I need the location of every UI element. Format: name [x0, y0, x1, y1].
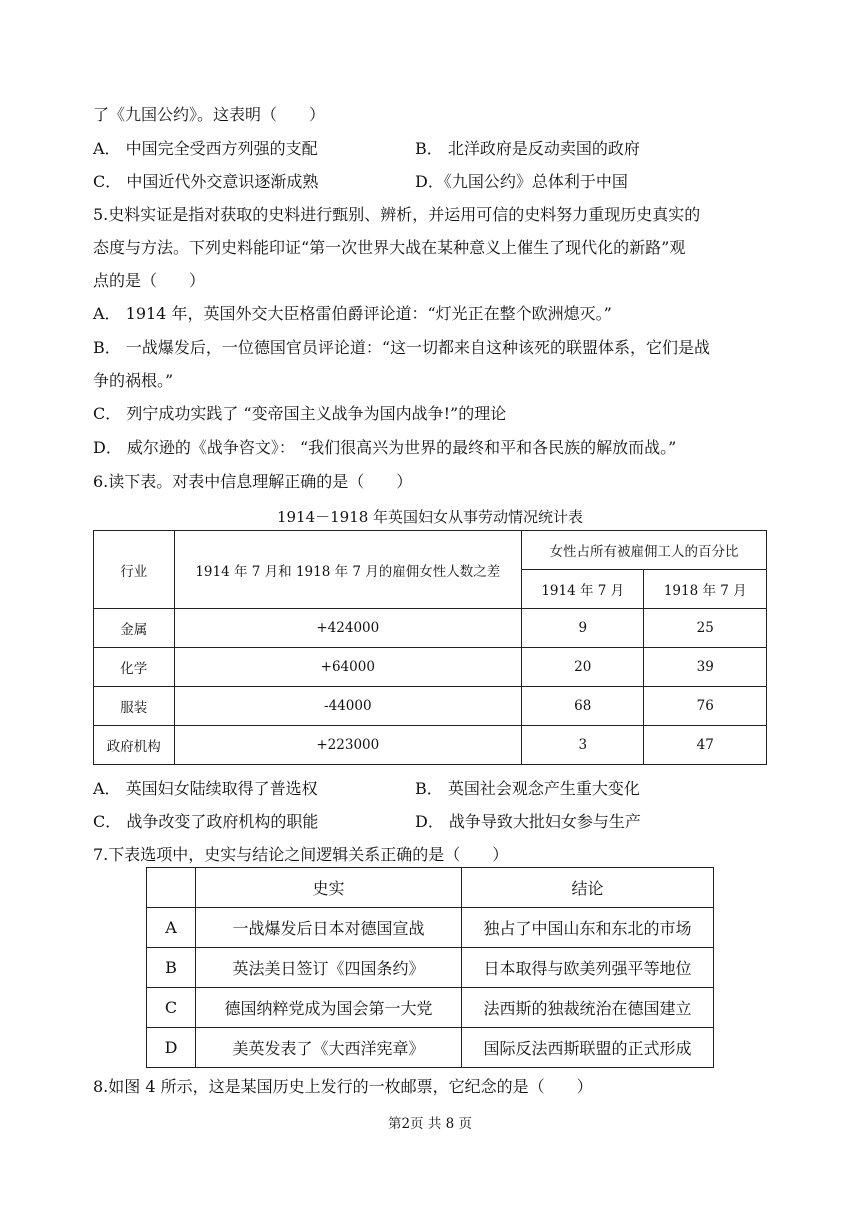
cell-difference: -44000 — [174, 687, 521, 726]
header-conclusion: 结论 — [462, 868, 714, 908]
q6-option-a: A． 英国妇女陆续取得了普选权 — [93, 779, 318, 798]
q5-option-a: A． 1914 年，英国外交大臣格雷伯爵评论道：“灯光正在整个欧洲熄灭。” — [93, 304, 612, 323]
cell-conclusion: 国际反法西斯联盟的正式形成 — [462, 1028, 714, 1068]
q5-stem-line3: 点的是（ ） — [93, 271, 206, 290]
table-row — [147, 948, 714, 988]
q5-option-b-line1: B． 一战爆发后，一位德国官员评论道：“这一切都来自这种该死的联盟体系，它们是战 — [93, 338, 711, 357]
q4-option-b: B． 北洋政府是反动卖国的政府 — [415, 139, 640, 158]
cell-industry: 服装 — [94, 687, 175, 726]
cell-conclusion: 独占了中国山东和东北的市场 — [462, 908, 714, 948]
cell-fact: 美英发表了《大西洋宪章》 — [196, 1028, 462, 1068]
cell-conclusion: 法西斯的独裁统治在德国建立 — [462, 988, 714, 1028]
q4-option-c: C． 中国近代外交意识逐渐成熟 — [93, 172, 319, 191]
table-row — [94, 687, 767, 726]
cell-1918: 47 — [644, 726, 767, 765]
cell-letter: C — [147, 988, 196, 1028]
cell-1918: 39 — [644, 648, 767, 687]
cell-1914: 3 — [521, 726, 644, 765]
q6-table-caption: 1914－1918 年英国妇女从事劳动情况统计表 — [276, 508, 584, 526]
table-row — [147, 988, 714, 1028]
cell-fact: 德国纳粹党成为国会第一大党 — [196, 988, 462, 1028]
header-fact: 史实 — [196, 868, 462, 908]
q5-option-d: D． 威尔逊的《战争咨文》： “我们很高兴为世界的最终和平和各民族的解放而战。” — [93, 438, 677, 457]
cell-letter: A — [147, 908, 196, 948]
q6-option-d: D． 战争导致大批妇女参与生产 — [415, 812, 641, 831]
cell-letter: D — [147, 1028, 196, 1068]
cell-fact: 一战爆发后日本对德国宣战 — [196, 908, 462, 948]
cell-1914: 20 — [521, 648, 644, 687]
cell-fact: 英法美日签订《四国条约》 — [196, 948, 462, 988]
q7-options-table — [146, 867, 714, 1068]
cell-difference: +424000 — [174, 609, 521, 648]
q6-option-b: B． 英国社会观念产生重大变化 — [415, 779, 640, 798]
q4-option-d: D．《九国公约》总体利于中国 — [415, 172, 628, 191]
cell-difference: +223000 — [174, 726, 521, 765]
header-difference: 1914 年 7 月和 1918 年 7 月的雇佣女性人数之差 — [174, 531, 521, 609]
table-row — [94, 609, 767, 648]
header-1914: 1914 年 7 月 — [521, 570, 644, 609]
q4-stem-tail: 了《九国公约》。这表明（ ） — [93, 105, 326, 124]
cell-conclusion: 日本取得与欧美列强平等地位 — [462, 948, 714, 988]
cell-1918: 76 — [644, 687, 767, 726]
header-percentage: 女性占所有被雇佣工人的百分比 — [521, 531, 766, 570]
table-row — [147, 1028, 714, 1068]
cell-difference: +64000 — [174, 648, 521, 687]
q7-stem: 7.下表选项中，史实与结论之间逻辑关系正确的是（ ） — [93, 845, 509, 864]
header-letter — [147, 868, 196, 908]
q5-stem-line1: 5.史料实证是指对获取的史料进行甄别、辨析，并运用可信的史料努力重现历史真实的 — [93, 205, 701, 224]
cell-1914: 68 — [521, 687, 644, 726]
cell-1918: 25 — [644, 609, 767, 648]
cell-industry: 化学 — [94, 648, 175, 687]
q4-option-a: A． 中国完全受西方列强的支配 — [93, 139, 318, 158]
table-row — [94, 726, 767, 765]
table-row — [147, 908, 714, 948]
table-row — [94, 648, 767, 687]
cell-industry: 政府机构 — [94, 726, 175, 765]
cell-letter: B — [147, 948, 196, 988]
q6-statistics-table — [93, 530, 767, 765]
cell-1914: 9 — [521, 609, 644, 648]
q6-stem: 6.读下表。对表中信息理解正确的是（ ） — [93, 472, 413, 491]
q8-stem: 8.如图 4 所示，这是某国历史上发行的一枚邮票，它纪念的是（ ） — [93, 1077, 593, 1096]
header-1918: 1918 年 7 月 — [644, 570, 767, 609]
header-industry: 行业 — [94, 531, 175, 609]
q5-stem-line2: 态度与方法。下列史料能印证“第一次世界大战在某种意义上催生了现代化的新路”观 — [93, 238, 686, 257]
cell-industry: 金属 — [94, 609, 175, 648]
q5-option-c: C． 列宁成功实践了 “变帝国主义战争为国内战争!”的理论 — [93, 404, 507, 423]
page-footer: 第2页 共 8 页 — [387, 1116, 473, 1132]
q5-option-b-line2: 争的祸根。” — [93, 371, 174, 390]
q6-option-c: C． 战争改变了政府机构的职能 — [93, 812, 319, 831]
